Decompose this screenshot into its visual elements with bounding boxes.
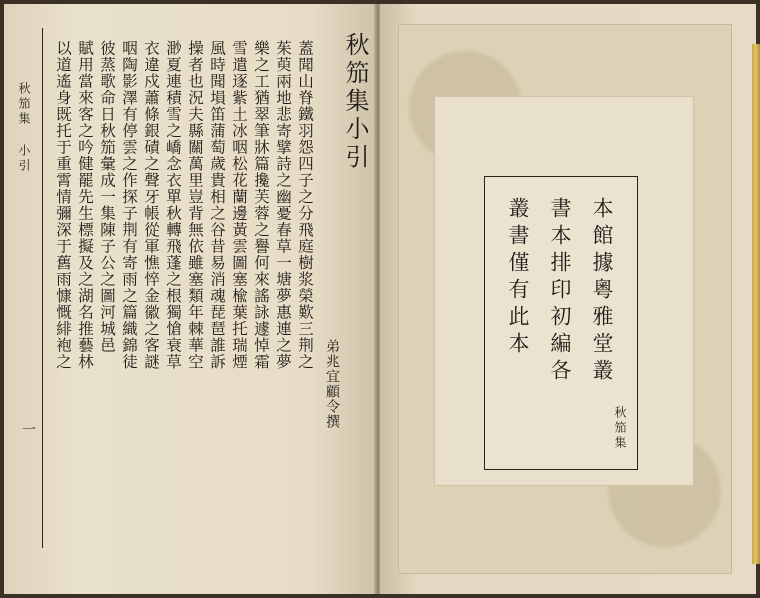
right-page	[380, 4, 756, 594]
page-number: 一	[20, 422, 36, 439]
text-column-4: 雪遣逐紫土冰咽松花蘭邊黃雲圖塞楡葉托瑞煙	[230, 40, 248, 370]
margin-rule	[42, 28, 43, 548]
text-column-8: 衣違戍蕭條銀磧之聲牙帳從軍憔悴金徽之客謎	[142, 40, 160, 370]
page-title: 秋笳集小引	[341, 32, 369, 172]
text-column-3: 樂之工猶翠筆牀篇攙芙蓉之譽何來謠詠遽悼霜	[252, 40, 270, 370]
text-column-1: 蓋聞山脊鐵羽怨四子之分飛庭樹浆榮歎三荆之	[296, 40, 314, 370]
book-spread	[4, 4, 756, 594]
note-column-3: 叢書僅有此本	[506, 197, 530, 359]
author-line: 弟兆宜顧令撰	[324, 339, 340, 429]
note-column-1: 本館據粵雅堂叢	[590, 197, 614, 386]
page-edge-gilt	[752, 44, 760, 564]
text-column-12: 以道遙身既托于重霄情彌深于舊雨慷慨緋袍之	[54, 40, 72, 370]
note-column-2: 書本排印初編各	[548, 197, 572, 386]
text-column-2: 茱萸兩地悲寄擘詩之幽憂春草一塘夢惠連之夢	[274, 40, 292, 370]
right-margin-label: 秋笳集	[613, 406, 627, 451]
text-column-7: 渺夏連積雪之嶠念衣單秋轉飛蓬之根獨愴衰草	[164, 40, 182, 370]
text-column-9: 咽陶影澤有停雲之作探子荆有寄雨之篇織錦徒	[120, 40, 138, 370]
text-column-6: 操者也況夫縣關萬里豈背無依雖塞類年棘華空	[186, 40, 204, 370]
text-column-10: 彼蒸歌命日秋笳彙成一集陳子公之圖河城邑	[98, 40, 116, 354]
text-column-5: 風時聞塤笛蒲萄歲貴相之谷昔易消魂琵琶誰訴	[208, 40, 226, 370]
left-page	[4, 4, 376, 594]
text-column-11: 賦用當來客之吟健罷先生標擬及之湖名推藝林	[76, 40, 94, 370]
margin-label: 秋笳集 小引	[17, 82, 31, 174]
